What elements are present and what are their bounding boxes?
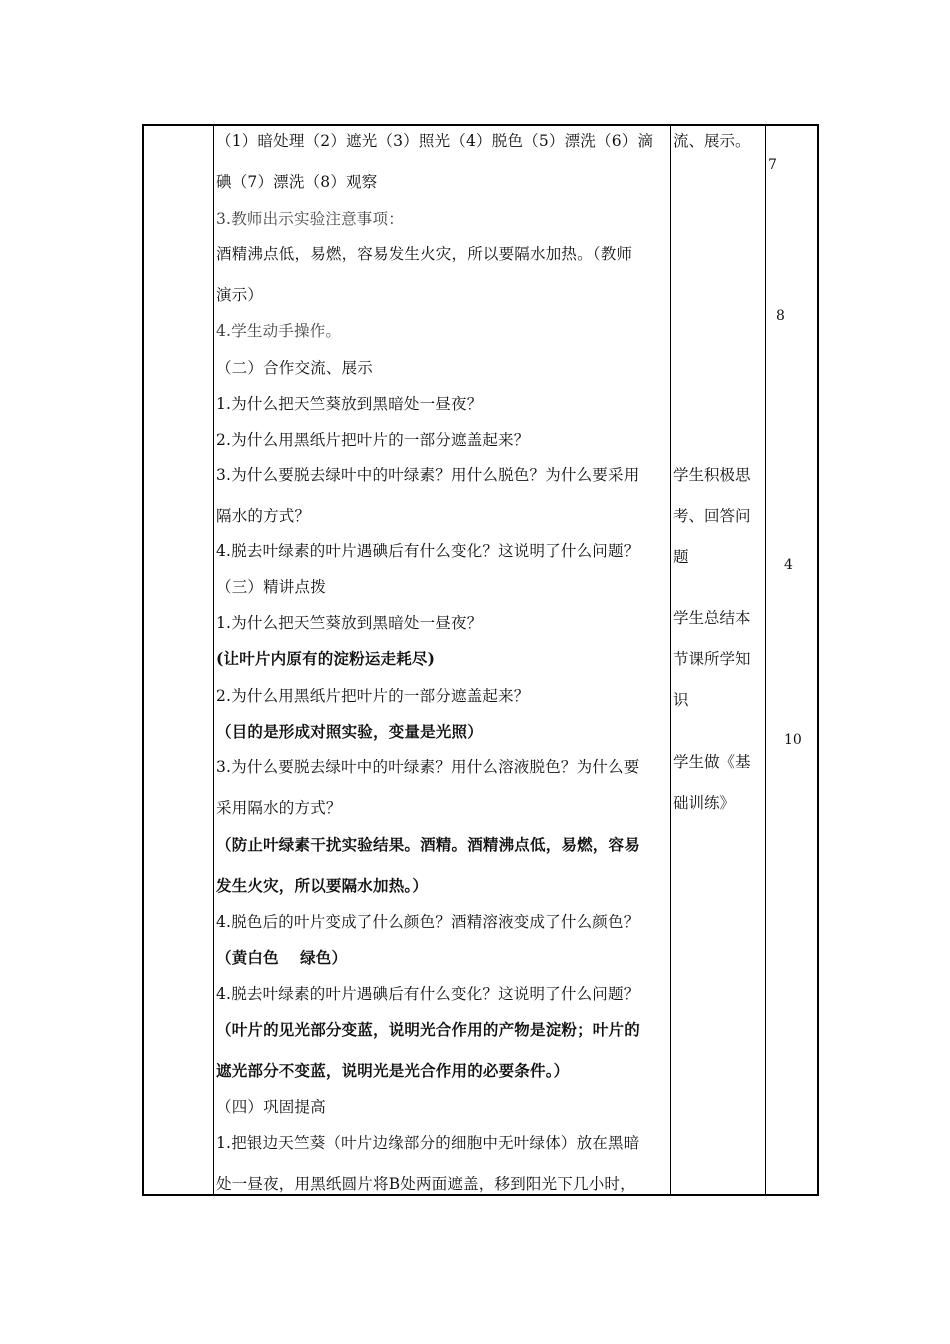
content-line: 1.为什么把天竺葵放到黑暗处一昼夜？ <box>216 614 483 632</box>
content-line: （二）合作交流、展示 <box>216 359 374 377</box>
answer-line: （黄白色 绿色） <box>216 948 348 967</box>
content-line: 1.把银边天竺葵（叶片边缘部分的细胞中无叶绿体）放在黑暗 <box>216 1134 640 1152</box>
content-line: 4.脱色后的叶片变成了什么颜色？酒精溶液变成了什么颜色？ <box>216 913 640 931</box>
answer-line: （目的是形成对照实验，变量是光照） <box>216 722 483 741</box>
content-line: 3.教师出示实验注意事项： <box>216 210 404 228</box>
student-activity-cell <box>672 126 766 1194</box>
content-line: 4.脱去叶绿素的叶片遇碘后有什么变化？这说明了什么问题？ <box>216 985 640 1003</box>
content-line: （四）巩固提高 <box>216 1098 326 1116</box>
time-value: 8 <box>776 308 785 324</box>
activity-line: 考、回答问 <box>673 507 751 525</box>
activity-line: 学生总结本 <box>673 609 751 627</box>
time-value: 10 <box>784 732 802 748</box>
answer-line: (让叶片内原有的淀粉运走耗尽) <box>216 649 436 668</box>
answer-line: 发生火灾，所以要隔水加热。） <box>216 876 429 895</box>
time-minutes-cell <box>766 126 819 1194</box>
activity-line: 学生做《基 <box>673 753 751 771</box>
content-line: 处一昼夜，用黑纸圆片将B处两面遮盖，移到阳光下几小时， <box>216 1175 636 1193</box>
activity-line: 识 <box>673 691 689 709</box>
content-line: （1）暗处理（2）遮光（3）照光（4）脱色（5）漂洗（6）滴 <box>216 132 654 150</box>
content-line: 酒精沸点低，易燃，容易发生火灾，所以要隔水加热。（教师 <box>216 245 633 263</box>
content-line: 3.为什么要脱去绿叶中的叶绿素？用什么溶液脱色？为什么要 <box>216 758 640 776</box>
answer-line: 遮光部分不变蓝，说明光是光合作用的必要条件。） <box>216 1061 570 1080</box>
content-line: （三）精讲点拨 <box>216 578 326 596</box>
content-line: 4.学生动手操作。 <box>216 322 342 340</box>
lesson-table <box>142 124 819 1196</box>
content-line: 4.脱去叶绿素的叶片遇碘后有什么变化？这说明了什么问题？ <box>216 542 640 560</box>
activity-line: 础训练》 <box>673 794 736 812</box>
activity-line: 学生积极思 <box>673 466 751 484</box>
time-value: 7 <box>768 157 777 173</box>
time-value: 4 <box>784 557 793 573</box>
activity-line: 题 <box>673 548 689 566</box>
content-line: 3.为什么要脱去绿叶中的叶绿素？用什么脱色？为什么要采用 <box>216 466 640 484</box>
activity-line: 节课所学知 <box>673 650 751 668</box>
content-line: 碘（7）漂洗（8）观察 <box>216 173 378 191</box>
content-line: 采用隔水的方式？ <box>216 799 342 817</box>
content-line: 演示） <box>216 286 264 304</box>
blank-left-cell <box>144 126 212 1194</box>
content-line: 隔水的方式？ <box>216 507 311 525</box>
column-divider <box>670 126 671 1194</box>
activity-line: 流、展示。 <box>673 132 751 150</box>
content-line: 1.为什么把天竺葵放到黑暗处一昼夜？ <box>216 395 483 413</box>
content-line: 2.为什么用黑纸片把叶片的一部分遮盖起来？ <box>216 687 530 705</box>
content-line: 2.为什么用黑纸片把叶片的一部分遮盖起来？ <box>216 431 530 449</box>
answer-line: （叶片的见光部分变蓝，说明光合作用的产物是淀粉；叶片的 <box>216 1020 640 1039</box>
teaching-content-cell <box>214 126 670 1194</box>
answer-line: （防止叶绿素干扰实验结果。酒精。酒精沸点低，易燃，容易 <box>216 835 640 854</box>
